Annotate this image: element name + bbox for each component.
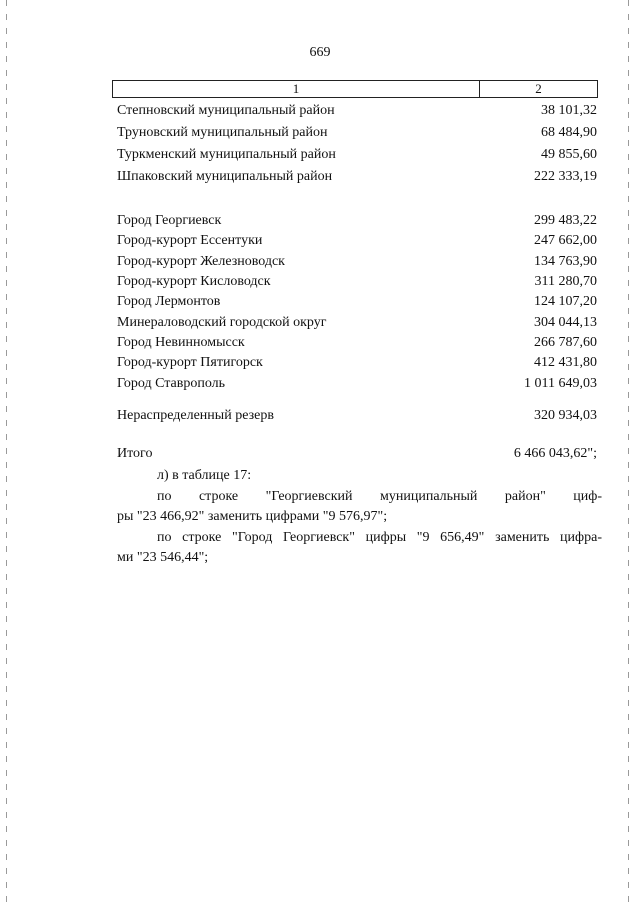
row-value: 222 333,19 bbox=[534, 169, 597, 184]
scan-edge-left bbox=[6, 0, 7, 905]
table-row bbox=[117, 353, 597, 373]
row-name: Труновский муниципальный район bbox=[117, 125, 328, 140]
row-name: Туркменский муниципальный район bbox=[117, 147, 336, 162]
row-name: Город-курорт Железноводск bbox=[117, 254, 285, 269]
table-row bbox=[117, 123, 597, 143]
table-row bbox=[117, 292, 597, 312]
row-value: 304 044,13 bbox=[534, 315, 597, 330]
row-value: 299 483,22 bbox=[534, 213, 597, 228]
table-header bbox=[112, 80, 598, 98]
table-row bbox=[117, 167, 597, 187]
table-row bbox=[117, 313, 597, 333]
paragraph-gorod-georgievsk bbox=[117, 528, 602, 568]
row-name: Город Георгиевск bbox=[117, 213, 222, 228]
paragraph-line: ры "23 466,92" заменить цифрами "9 576,97"; bbox=[117, 509, 388, 524]
table-header-col1: 1 bbox=[113, 81, 480, 97]
paragraph-line: по строке "Город Георгиевск" цифры "9 656,49" заменить цифра- bbox=[157, 530, 602, 545]
row-name: Город-курорт Ессентуки bbox=[117, 233, 263, 248]
row-name: Город Лермонтов bbox=[117, 294, 221, 309]
table-row bbox=[117, 252, 597, 272]
scan-edge-right bbox=[628, 0, 629, 905]
row-value: 49 855,60 bbox=[541, 147, 597, 162]
row-name: Нераспределенный резерв bbox=[117, 408, 274, 423]
paragraph-line: по строке "Георгиевский муниципальный район" циф- bbox=[157, 489, 602, 504]
table-row bbox=[117, 231, 597, 251]
row-value: 68 484,90 bbox=[541, 125, 597, 140]
table-row-reserve bbox=[117, 406, 597, 426]
table-row bbox=[117, 101, 597, 121]
row-value: 124 107,20 bbox=[534, 294, 597, 309]
table-row-total bbox=[117, 444, 597, 464]
table-row bbox=[117, 272, 597, 292]
row-name: Степновский муниципальный район bbox=[117, 103, 335, 118]
row-value: 266 787,60 bbox=[534, 335, 597, 350]
table-header-col2: 2 bbox=[535, 81, 542, 96]
row-name: Итого bbox=[117, 446, 153, 461]
paragraph-line: ми "23 546,44"; bbox=[117, 550, 209, 565]
table-row bbox=[117, 145, 597, 165]
paragraph-georgievsky bbox=[117, 487, 602, 527]
row-name: Город-курорт Пятигорск bbox=[117, 355, 263, 370]
page-number: 669 bbox=[309, 45, 331, 60]
table-row bbox=[117, 211, 597, 231]
row-name: Город Невинномысск bbox=[117, 335, 245, 350]
row-value: 247 662,00 bbox=[534, 233, 597, 248]
row-name: Шпаковский муниципальный район bbox=[117, 169, 333, 184]
row-value: 320 934,03 bbox=[534, 408, 597, 423]
row-value: 134 763,90 bbox=[534, 254, 597, 269]
row-value: 38 101,32 bbox=[541, 103, 597, 118]
table-row bbox=[117, 374, 597, 394]
row-value: 6 466 043,62"; bbox=[513, 446, 597, 461]
table-row bbox=[117, 333, 597, 353]
row-name: Минераловодский городской округ bbox=[117, 315, 327, 330]
row-name: Город-курорт Кисловодск bbox=[117, 274, 271, 289]
row-value: 412 431,80 bbox=[534, 355, 597, 370]
row-value: 1 011 649,03 bbox=[524, 376, 597, 391]
paragraph-table17 bbox=[117, 466, 602, 486]
paragraph-text: л) в таблице 17: bbox=[157, 468, 252, 483]
row-name: Город Ставрополь bbox=[117, 376, 226, 391]
row-value: 311 280,70 bbox=[534, 274, 597, 289]
